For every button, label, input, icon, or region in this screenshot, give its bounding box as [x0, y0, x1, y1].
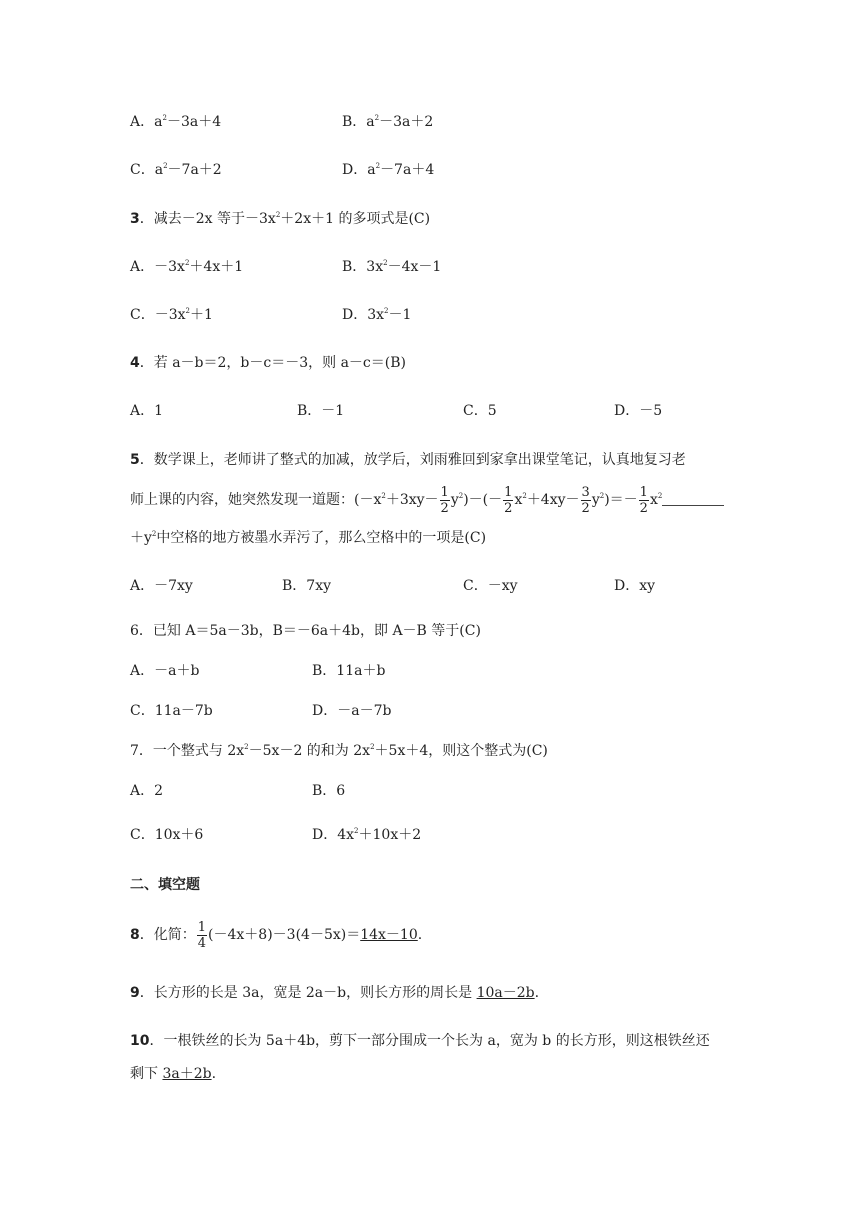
q9-answer: 10a－2b	[476, 985, 535, 1001]
q4-option-b: B．－1	[297, 403, 345, 419]
fraction: $\frac{1}{4}$	[197, 919, 207, 951]
q2-option-d: D．$a^2-7a+4$	[342, 162, 435, 178]
q5-option-d: D．xy	[614, 578, 656, 594]
q6-option-b: B．11a＋b	[312, 663, 386, 679]
q8-stem: 8．化简： $\frac{1}{4}$ (－4x＋8)－3(4－5x)＝14x－10.	[130, 919, 423, 951]
fraction: $\frac{3}{2}$	[581, 484, 590, 516]
q5-stem-line1: 5．数学课上，老师讲了整式的加减，放学后，刘雨雅回到家拿出课堂笔记，认真地复习老	[130, 452, 686, 468]
fraction: $\frac{1}{2}$	[440, 484, 449, 516]
q5-option-c: C．－xy	[463, 578, 518, 594]
q5-stem-line2: 师上课的内容，她突然发现一道题：($-x^2+3xy-$ $\frac{1}{2}$ $y^2)-(-$ $\frac{1}{2}$ $x^2+4xy-$ $\frac{3}{2}$ $y^2)=-$ $\frac{1}{2}$ $x^2$	[130, 482, 724, 518]
fraction: $\frac{1}{2}$	[504, 484, 513, 516]
q10-stem-line2: 剩下 3a＋2b.	[130, 1066, 217, 1082]
q3-option-d: D．$3x^2-1$	[342, 307, 412, 323]
q6-stem: 6．已知 A＝5a－3b，B＝－6a＋4b，即 A－B 等于(C)	[130, 623, 481, 639]
q4-stem: 4．若 a－b＝2，b－c＝－3，则 a－c＝(B)	[130, 355, 406, 371]
q3-stem: 3．减去－2x 等于$-3x^2+2x+1$ 的多项式是(C)	[130, 211, 431, 227]
q10-answer: 3a＋2b	[162, 1066, 212, 1082]
answer-blank	[662, 491, 724, 506]
q5-option-b: B．7xy	[282, 578, 332, 594]
q7-option-a: A．2	[130, 783, 164, 799]
q5-stem-line3: $+y^2$中空格的地方被墨水弄污了，那么空格中的一项是(C)	[130, 530, 487, 546]
fraction: $\frac{1}{2}$	[639, 484, 648, 516]
q4-option-c: C．5	[463, 403, 497, 419]
q3-option-c: C．$-3x^2+1$	[130, 307, 213, 323]
q9-stem: 9．长方形的长是 3a，宽是 2a－b，则长方形的周长是 10a－2b.	[130, 985, 540, 1001]
q6-option-d: D．－a－7b	[312, 703, 392, 719]
q10-stem-line1: 10．一根铁丝的长为 5a＋4b，剪下一部分围成一个长为 a，宽为 b 的长方形，则这根铁丝还	[130, 1033, 710, 1049]
section-heading: 二、填空题	[130, 877, 200, 893]
q3-option-b: B．$3x^2-4x-1$	[342, 259, 442, 275]
q5-expression: ($-x^2+3xy-$ $\frac{1}{2}$ $y^2)-(-$ $\frac{1}{2}$ $x^2+4xy-$ $\frac{3}{2}$ $y^2)=-$ $\frac{1}{2}$ $x^2$	[354, 484, 663, 516]
q2-option-c: C．$a^2-7a+2$	[130, 162, 222, 178]
q2-option-b: B．$a^2-3a+2$	[342, 114, 434, 130]
q4-option-a: A．1	[130, 403, 164, 419]
q6-option-c: C．11a－7b	[130, 703, 213, 719]
q8-answer: 14x－10	[360, 927, 418, 943]
q7-option-d: D．$4x^2+10x+2$	[312, 827, 422, 843]
q3-option-a: A．$-3x^2+4x+1$	[130, 259, 244, 275]
q7-stem: 7．一个整式与 $2x^2-5x-2$ 的和为 $2x^2+5x+4$，则这个整式为(C)	[130, 743, 548, 759]
q7-option-b: B．6	[312, 783, 346, 799]
q2-option-a: A．$a^2-3a+4$	[130, 114, 222, 130]
q5-option-a: A．－7xy	[130, 578, 193, 594]
q6-option-a: A．－a＋b	[130, 663, 200, 679]
q4-option-d: D．－5	[614, 403, 663, 419]
q7-option-c: C．10x＋6	[130, 827, 204, 843]
